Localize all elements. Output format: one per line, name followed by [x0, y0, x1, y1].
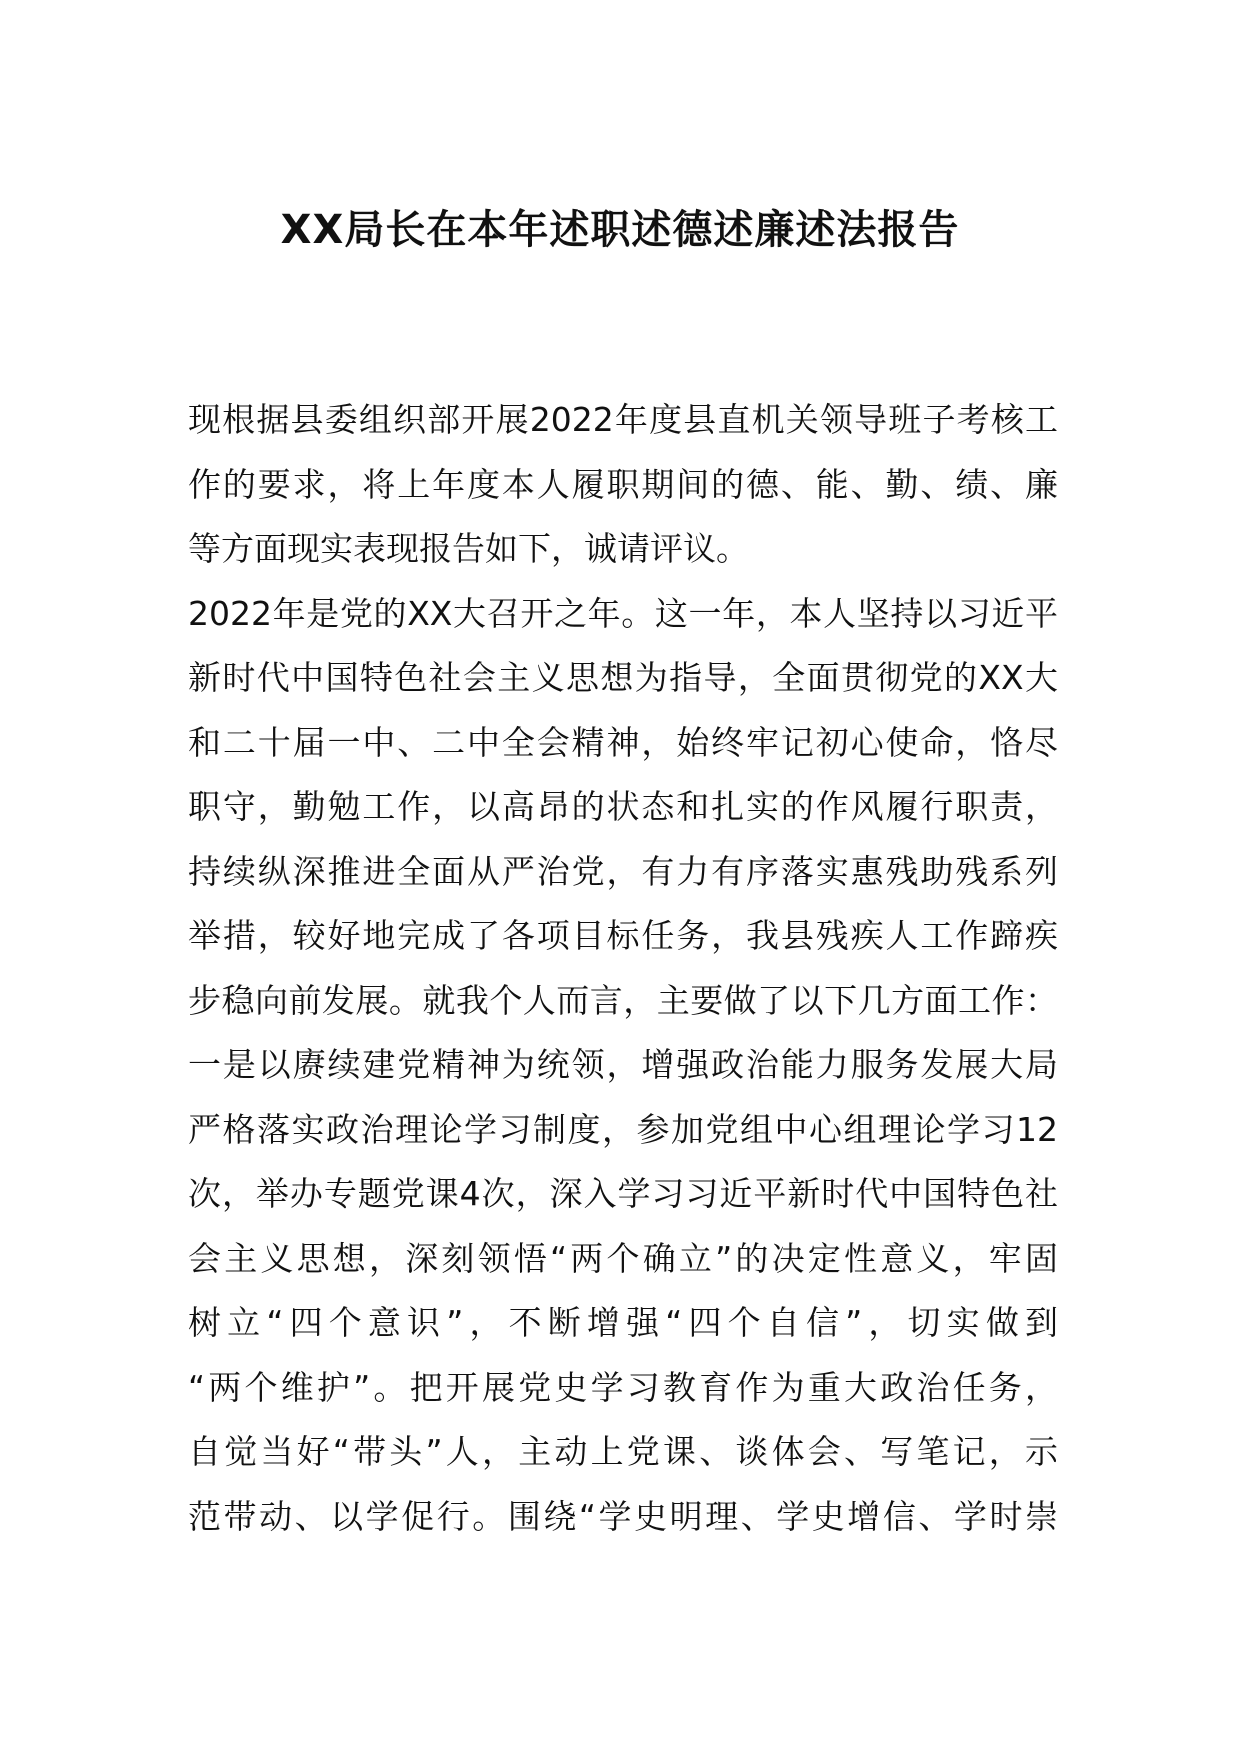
body-line: 职守，勤勉工作，以高昂的状态和扎实的作风履行职责，	[188, 787, 1058, 826]
body-line: 会主义思想，深刻领悟“两个确立”的决定性意义，牢固	[188, 1238, 1058, 1278]
body-line: 一是以赓续建党精神为统领，增强政治能力服务发展大局	[188, 1045, 1058, 1084]
body-line: 现根据县委组织部开展2022年度县直机关领导班子考核工	[188, 400, 1058, 439]
body-line: 作的要求，将上年度本人履职期间的德、能、勤、绩、廉	[188, 464, 1058, 504]
body-line: 2022年是党的XX大召开之年。这一年，本人坚持以习近平	[188, 593, 1058, 633]
document-body	[188, 388, 1058, 1549]
body-line: 等方面现实表现报告如下，诚请评议。	[188, 529, 749, 568]
body-line: 树立“四个意识”，不断增强“四个自信”，切实做到	[188, 1303, 1058, 1342]
body-line: 步稳向前发展。就我个人而言，主要做了以下几方面工作：	[188, 980, 1058, 1020]
body-line: 举措，较好地完成了各项目标任务，我县残疾人工作蹄疾	[188, 916, 1058, 955]
body-line: 次，举办专题党课4次，深入学习习近平新时代中国特色社	[188, 1174, 1058, 1213]
body-line: “两个维护”。把开展党史学习教育作为重大政治任务，	[188, 1367, 1058, 1407]
body-line: 范带动、以学促行。围绕“学史明理、学史增信、学时崇	[188, 1496, 1058, 1536]
body-line: 自觉当好“带头”人，主动上党课、谈体会、写笔记，示	[188, 1432, 1058, 1471]
body-line: 严格落实政治理论学习制度，参加党组中心组理论学习12	[188, 1109, 1058, 1149]
body-line: 持续纵深推进全面从严治党，有力有序落实惠残助残系列	[188, 851, 1058, 891]
body-line: 新时代中国特色社会主义思想为指导，全面贯彻党的XX大	[188, 658, 1058, 697]
body-line: 和二十届一中、二中全会精神，始终牢记初心使命，恪尽	[188, 722, 1058, 762]
document-title: XX局长在本年述职述德述廉述法报告	[280, 207, 960, 253]
